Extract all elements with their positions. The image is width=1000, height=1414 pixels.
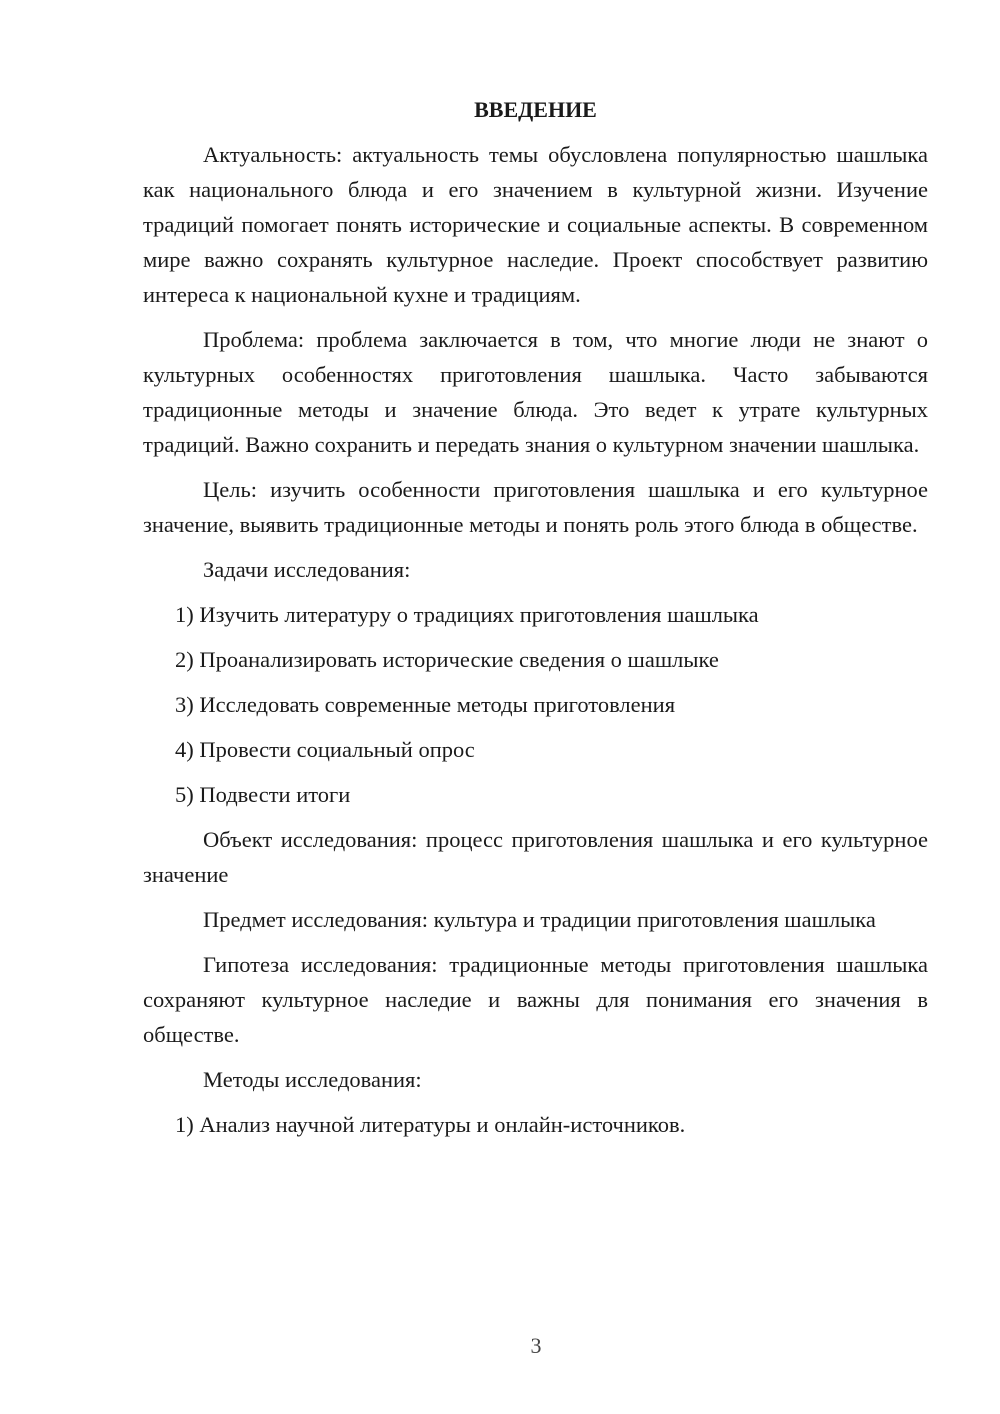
subject-paragraph: Предмет исследования: культура и традиции приготовления шашлыка [203,907,876,932]
task-item: 2) Проанализировать исторические сведения о шашлыке [175,647,719,672]
method-item: 1) Анализ научной литературы и онлайн-источников. [175,1112,686,1137]
goal-paragraph: Цель: изучить особенности приготовления шашлыка и его культурное значение, выявить традиционные методы и понять роль этого блюда в обществе. [143,477,928,537]
tasks-heading: Задачи исследования: [203,557,411,582]
methods-heading: Методы исследования: [203,1067,422,1092]
task-item: 3) Исследовать современные методы приготовления [175,692,676,717]
object-paragraph: Объект исследования: процесс приготовления шашлыка и его культурное значение [143,827,928,887]
relevance-paragraph: Актуальность: актуальность темы обусловлена популярностью шашлыка как национального блюда и его значением в культурной жизни. Изучение традиций помогает понять исторические и социальные аспекты. В современном мире важно сохранять культурное наследие. Проект способствует развитию интереса к национальной кухне и традициям. [143,142,928,307]
task-item: 4) Провести социальный опрос [175,737,475,762]
task-item: 5) Подвести итоги [175,782,351,807]
document-body [143,95,928,1152]
page-number: 3 [530,1333,542,1358]
problem-paragraph: Проблема: проблема заключается в том, что многие люди не знают о культурных особенностях приготовления шашлыка. Часто забываются традиционные методы и значение блюда. Это ведет к утрате культурных традиций. Важно сохранить и передать знания о культурном значении шашлыка. [143,327,928,457]
task-item: 1) Изучить литературу о традициях приготовления шашлыка [175,602,759,627]
page-title: ВВЕДЕНИЕ [474,97,597,122]
hypothesis-paragraph: Гипотеза исследования: традиционные методы приготовления шашлыка сохраняют культурное наследие и важны для понимания его значения в обществе. [143,952,928,1047]
